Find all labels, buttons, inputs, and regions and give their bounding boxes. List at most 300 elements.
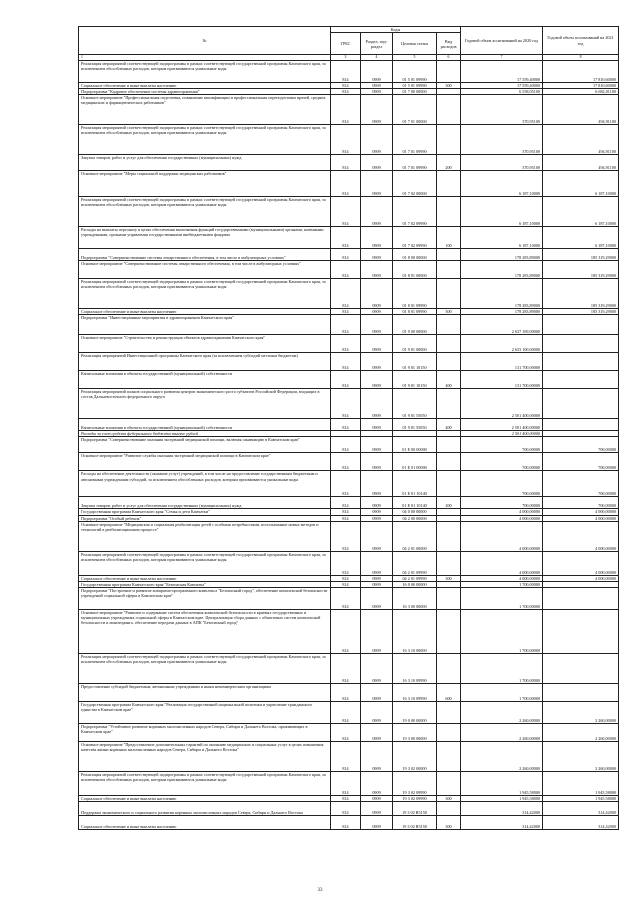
row-vid [437,437,461,453]
table-row [79,61,619,83]
table-row [79,771,619,795]
row-vid: 200 [437,497,461,509]
col-index: 6 [437,55,461,61]
row-target: 01 9 01 10150 [393,353,437,371]
row-amount-2020: 178 283,89000 [461,279,543,309]
table-row [79,795,619,801]
row-vid [437,197,461,227]
row-amount-2020: 131 700,00000 [461,371,543,389]
row-vid [437,61,461,83]
table-row [79,497,619,509]
table-row [79,419,619,431]
row-vid [437,587,461,609]
row-amount-2020: 2 501 400,00000 [461,431,543,437]
row-description: Государственная программа Камчатского края "Безопасная Камчатка" [79,581,331,587]
row-razdel: 0909 [361,497,393,509]
page-number: 33 [317,888,323,893]
row-amount-2020: 131 700,00000 [461,353,543,371]
table-row [79,171,619,197]
table-row [79,315,619,335]
row-vid [437,771,461,795]
row-razdel: 0909 [361,587,393,609]
row-description: Социальное обеспечение и иные выплаты населению [79,795,331,801]
row-description: Социальное обеспечение и иные выплаты населению [79,309,331,315]
row-amount-2021 [543,353,619,371]
row-amount-2021: 4 000,00000 [543,521,619,551]
row-description: Подпрограмма "Кадровое обеспечение системы здравоохранения" [79,89,331,95]
row-amount-2020: 700,00000 [461,471,543,497]
row-target: 01 8 01 09990 [393,309,437,315]
table-row [79,371,619,389]
row-razdel: 0909 [361,315,393,335]
table-row [79,249,619,261]
row-description: Капитальные вложения в объекты государственной (муниципальной) собственности [79,371,331,389]
row-description: Подпрограмма "Особый ребенок" [79,515,331,521]
row-amount-2021: 1 945,58000 [543,771,619,795]
row-amount-2021: 6 682,01100 [543,89,619,95]
row-razdel: 0909 [361,371,393,389]
table-row [79,609,619,653]
row-grbs: 814 [331,741,361,771]
row-target: 16 3 10 00000 [393,609,437,653]
row-vid [437,471,461,497]
table-row [79,587,619,609]
row-amount-2020: 1 700,00000 [461,653,543,683]
row-description: Реализация мероприятий Инвестиционной программы Камчатского края (за исключением субсидий местным бюджетам) [79,353,331,371]
row-description: Реализация мероприятий планов социального развития центров экономического роста субъектов Российской Федерации, входящих в состав Дальневосточного федерального округа [79,389,331,419]
table-row [79,89,619,95]
row-grbs: 814 [331,261,361,279]
row-amount-2021: 185 319,29000 [543,249,619,261]
row-description: Основное мероприятие "Меры социальной поддержки медицинских работников" [79,171,331,197]
col-index: 5 [393,55,437,61]
row-razdel: 0909 [361,249,393,261]
row-target: 04 2 01 00000 [393,521,437,551]
row-target: 01 8 00 00000 [393,249,437,261]
row-razdel: 0909 [361,575,393,581]
col-index: 7 [461,55,543,61]
row-amount-2021 [543,315,619,335]
row-vid [437,261,461,279]
row-razdel: 0909 [361,261,393,279]
row-amount-2021: 700,00000 [543,437,619,453]
row-grbs: 814 [331,509,361,515]
row-description: Реализация мероприятий соответствующей подпрограммы в рамках соответствующей государственной программы Камчатского края, за исключением обособленных расходов, которым присваиваются уникальные коды [79,197,331,227]
row-amount-2020: 4 000,00000 [461,515,543,521]
row-vid: 300 [437,815,461,829]
row-razdel: 0909 [361,815,393,829]
row-description: Поддержка экономического и социального развития коренных малочисленных народов Севера, Сибири и Дальнего Востока [79,801,331,815]
row-amount-2020: 6 187,10000 [461,197,543,227]
row-vid [437,335,461,353]
row-grbs: 814 [331,723,361,741]
row-razdel: 0909 [361,801,393,815]
row-description: Закупка товаров, работ и услуг для обеспечения государственных (муниципальных) нужд [79,497,331,509]
row-amount-2020: 1 945,58000 [461,771,543,795]
row-vid [437,171,461,197]
row-amount-2021: 17 810,60000 [543,83,619,89]
row-amount-2020: 4 000,00000 [461,521,543,551]
row-vid: 600 [437,683,461,701]
row-description: Подпрограмма "Совершенствование системы лекарственного обеспечения, в том числе в амбулаторных условиях" [79,249,331,261]
row-target: 16 3 00 00000 [393,587,437,609]
header-2020: Годовой объем ассигнований на 2020 год [461,27,543,55]
row-grbs: 814 [331,521,361,551]
table-row [79,155,619,171]
row-amount-2021 [543,389,619,419]
row-amount-2021 [543,419,619,431]
row-razdel: 0909 [361,453,393,471]
row-razdel: 0909 [361,509,393,515]
row-target: 19 3 02 00000 [393,741,437,771]
row-grbs: 814 [331,551,361,575]
row-razdel: 0909 [361,551,393,575]
row-amount-2021: 700,00000 [543,471,619,497]
row-target: 19 3 02 R5150 [393,815,437,829]
row-amount-2020: 2 501 400,00000 [461,389,543,419]
table-row [79,335,619,353]
row-amount-2021 [543,683,619,701]
row-amount-2020: 2 637 169,00000 [461,315,543,335]
row-razdel: 0909 [361,471,393,497]
table-row [79,723,619,741]
row-description: Основное мероприятие "Предоставление дополнительных гарантий по оказанию медицинских и социальных услуг в целях повышения качества жизни коренных малочисленных народов Севера, Сибири и Дальнего Востока" [79,741,331,771]
table-body [79,61,619,830]
row-amount-2021 [543,587,619,609]
row-target: 01 7 02 09990 [393,227,437,249]
row-vid: 300 [437,575,461,581]
row-grbs: 814 [331,453,361,471]
row-amount-2021 [543,335,619,353]
row-amount-2021: 185 319,29000 [543,261,619,279]
header-vid: Вид расходов [437,33,461,55]
col-index: 4 [361,55,393,61]
row-grbs: 814 [331,471,361,497]
row-description: Социальное обеспечение и иные выплаты населению [79,83,331,89]
row-amount-2021 [543,371,619,389]
row-description: Социальное обеспечение и иные выплаты населению [79,815,331,829]
row-target: 16 0 00 00000 [393,581,437,587]
row-grbs: 814 [331,171,361,197]
row-description: Реализация мероприятий соответствующей подпрограммы в рамках соответствующей государственной программы Камчатского края, за исключением обособленных расходов, которым присваиваются уникальные коды [79,653,331,683]
row-amount-2020: 4 000,00000 [461,551,543,575]
row-amount-2020: 2 260,00000 [461,741,543,771]
row-razdel: 0909 [361,701,393,723]
col-index: 1 [79,55,331,61]
table-row [79,279,619,309]
row-description: Основное мероприятие "Профессиональная подготовка, повышение квалификации и профессиональная переподготовка врачей, средних медицинских и фармацевтических работников" [79,95,331,125]
row-description: Реализация мероприятий соответствующей подпрограммы в рамках соответствующей государственной программы Камчатского края, за исключением обособленных расходов, которым присваиваются уникальные коды [79,551,331,575]
row-vid: 300 [437,83,461,89]
row-amount-2020: 700,00000 [461,497,543,509]
row-razdel: 0909 [361,609,393,653]
header-target: Целевая статья [393,33,437,55]
row-amount-2020: 370,95100 [461,95,543,125]
row-vid [437,315,461,335]
row-vid [437,801,461,815]
row-amount-2020: 178 283,89000 [461,309,543,315]
row-target: 16 3 10 09990 [393,683,437,701]
row-target: 01 8 01 00000 [393,261,437,279]
row-target: 01 9 01 10150 [393,371,437,389]
row-target: 01 9 00 00000 [393,315,437,335]
row-grbs: 814 [331,683,361,701]
table-row [79,701,619,723]
row-target: 04 2 00 00000 [393,515,437,521]
row-grbs: 814 [331,801,361,815]
row-amount-2021: 4 000,00000 [543,575,619,581]
row-vid [437,95,461,125]
row-amount-2020: 17 559,40000 [461,83,543,89]
row-description: Реализация мероприятий соответствующей подпрограммы в рамках соответствующей государственной программы Камчатского края, за исключением обособленных расходов, которым присваиваются уникальные коды [79,771,331,795]
row-grbs: 814 [331,497,361,509]
row-grbs: 814 [331,701,361,723]
row-razdel: 0909 [361,419,393,431]
row-amount-2020: 17 559,40000 [461,61,543,83]
row-grbs: 814 [331,771,361,795]
row-target: 19 0 00 00000 [393,701,437,723]
row-target: 19 3 00 00000 [393,723,437,741]
row-grbs: 814 [331,587,361,609]
row-grbs: 814 [331,249,361,261]
row-razdel: 0909 [361,795,393,801]
row-grbs: 814 [331,335,361,353]
table-row [79,453,619,471]
table-row [79,509,619,515]
row-amount-2020: 314,42000 [461,801,543,815]
row-amount-2021: 2 260,00000 [543,741,619,771]
row-amount-2021: 700,00000 [543,453,619,471]
table-row [79,227,619,249]
table-row [79,551,619,575]
row-amount-2021: 185 319,29000 [543,309,619,315]
row-target: 01 E 01 10140 [393,497,437,509]
row-amount-2020: 1 700,00000 [461,683,543,701]
row-target: 01 7 02 09990 [393,197,437,227]
row-amount-2020: 1 700,00000 [461,587,543,609]
row-amount-2020: 6 187,10000 [461,171,543,197]
row-razdel: 0909 [361,197,393,227]
row-description: Основное мероприятие "Развитие и содержание систем обеспечения комплексной безопасности в краевых государственных и муниципальных учреждениях социальной сферы в Камчатском крае. Централизация сбора данных с объектовых систем комплексной безопасности и мониторинга, обеспечение передачи данных в АПК "Безопасный город" [79,609,331,653]
row-amount-2020: 314,42000 [461,815,543,829]
header-2021: Годовой объем ассигнований на 2021 год [543,27,619,55]
row-grbs: 814 [331,609,361,653]
row-razdel: 0909 [361,515,393,521]
row-vid [437,249,461,261]
table-row [79,683,619,701]
row-grbs: 814 [331,371,361,389]
row-amount-2020: 2 260,00000 [461,723,543,741]
row-amount-2021: 494,91100 [543,155,619,171]
row-razdel: 0909 [361,155,393,171]
row-description: Капитальные вложения в объекты государственной (муниципальной) собственности [79,419,331,431]
row-grbs: 814 [331,653,361,683]
row-description: Государственная программа Камчатского края "Семья и дети Камчатки" [79,509,331,515]
header-number: № [79,27,331,55]
row-amount-2021: 6 187,10000 [543,227,619,249]
row-target: 04 2 01 09990 [393,575,437,581]
row-description: Подпрограмма "Совершенствование оказания экстренной медицинской помощи, включая санавиацию в Камчатском крае" [79,437,331,453]
row-razdel: 0909 [361,279,393,309]
row-vid [437,389,461,419]
table-row [79,471,619,497]
row-vid: 300 [437,309,461,315]
row-amount-2020: 2 501 400,00000 [461,419,543,431]
row-description: Подпрограмма "Построение и развитие аппаратно-программного комплекса "Безопасный город", обеспечение комплексной безопасности учреждений социальной сферы в Камчатском крае" [79,587,331,609]
row-target: 01 7 02 00000 [393,171,437,197]
row-target: 16 3 10 09990 [393,653,437,683]
row-amount-2021: 185 319,29000 [543,279,619,309]
row-target: 01 8 01 09990 [393,279,437,309]
row-razdel: 0909 [361,771,393,795]
header-grbs: ГРБС [331,33,361,55]
row-amount-2020: 370,95100 [461,125,543,155]
table-row [79,197,619,227]
row-description: Расходы на выплаты персоналу в целях обеспечения выполнения функций государственными (муниципальными) органами, казенными учреждениями, органами управления государственными внебюджетными фондами [79,227,331,249]
row-amount-2021: 17 810,60000 [543,61,619,83]
row-vid [437,701,461,723]
row-target: 04 0 00 00000 [393,509,437,515]
row-amount-2021: 1 945,58000 [543,795,619,801]
row-description: Расходы на обеспечение деятельности (оказание услуг) учреждений, в том числе на предоставление государственным бюджетным и автономным учреждениям субсидий, за исключением обособленных расходов, которым присваиваются уникальные коды [79,471,331,497]
row-grbs: 814 [331,815,361,829]
row-description: Подпрограмма "Инвестиционные мероприятия в здравоохранении Камчатского края" [79,315,331,335]
row-description: Реализация мероприятий соответствующей подпрограммы в рамках соответствующей государственной программы Камчатского края, за исключением обособленных расходов, которым присваиваются уникальные коды [79,279,331,309]
row-description: Основное мероприятие "Строительство и реконструкция объектов здравоохранения Камчатского края" [79,335,331,353]
row-razdel: 0909 [361,581,393,587]
row-vid [437,125,461,155]
row-amount-2021: 6 187,10000 [543,171,619,197]
row-description: Реализация мероприятий соответствующей подпрограммы в рамках соответствующей государственной программы Камчатского края, за исключением обособленных расходов, которым присваиваются уникальные коды [79,125,331,155]
col-index: 3 [331,55,361,61]
row-amount-2021: 2 260,00000 [543,701,619,723]
row-razdel: 0909 [361,61,393,83]
row-razdel: 0909 [361,171,393,197]
row-grbs: 814 [331,89,361,95]
table-row [79,309,619,315]
row-razdel: 0909 [361,95,393,125]
row-vid: 200 [437,155,461,171]
row-grbs: 814 [331,515,361,521]
budget-table [78,26,619,830]
row-razdel: 0909 [361,89,393,95]
row-target: 19 3 02 09990 [393,771,437,795]
row-grbs: 814 [331,795,361,801]
row-grbs: 814 [331,197,361,227]
row-amount-2021: 2 260,00000 [543,723,619,741]
row-description: Основное мероприятие "Медицинская и социальная реабилитация детей с особыми потребностями, использование новых методов и технологий в реабилитационном процессе" [79,521,331,551]
row-razdel: 0909 [361,83,393,89]
row-grbs: 814 [331,83,361,89]
row-target: 01 E 00 00000 [393,437,437,453]
row-grbs: 814 [331,279,361,309]
row-amount-2021 [543,609,619,653]
row-vid: 100 [437,227,461,249]
row-target: 01 7 01 09990 [393,155,437,171]
row-vid [437,353,461,371]
row-vid: 400 [437,419,461,431]
row-amount-2020: 4 000,00000 [461,509,543,515]
row-target: 01 9 01 55050 [393,389,437,419]
row-amount-2020: 2 260,00000 [461,701,543,723]
row-amount-2020: 1 945,58000 [461,795,543,801]
row-target: 01 5 01 09990 [393,61,437,83]
row-vid: 300 [437,795,461,801]
row-vid [437,551,461,575]
row-target: 01 7 00 00000 [393,89,437,95]
row-description: Основное мероприятие "Развитие службы оказания экстренной медицинской помощи в Камчатском крае" [79,453,331,471]
row-razdel: 0909 [361,353,393,371]
row-amount-2020: 178 283,89000 [461,249,543,261]
row-grbs: 814 [331,125,361,155]
col-index: 8 [543,55,619,61]
row-description: Подпрограмма "Устойчивое развитие коренных малочисленных народов Севера, Сибири и Дальнего Востока, проживающих в Камчатском крае" [79,723,331,741]
row-description: Расходы за счет средств федерального бюджета тысяче рублей [79,431,331,437]
row-amount-2020: 700,00000 [461,437,543,453]
row-razdel: 0909 [361,653,393,683]
row-target: 19 3 02 09990 [393,795,437,801]
row-grbs: 814 [331,389,361,419]
row-amount-2021: 700,00000 [543,497,619,509]
row-amount-2021 [543,653,619,683]
row-razdel: 0909 [361,683,393,701]
row-target: 01 7 01 09990 [393,125,437,155]
row-vid [437,653,461,683]
row-razdel: 0909 [361,741,393,771]
row-description: Предоставление субсидий бюджетным, автономным учреждениям и иным некоммерческим организациям [79,683,331,701]
row-amount-2021: 4 000,00000 [543,515,619,521]
row-vid [437,521,461,551]
row-razdel: 0909 [361,389,393,419]
row-amount-2020: 700,00000 [461,453,543,471]
header-codes: Коды [331,27,461,33]
row-target: 01 9 01 00000 [393,335,437,353]
row-amount-2020: 370,95100 [461,155,543,171]
row-razdel: 0909 [361,227,393,249]
row-vid [437,741,461,771]
row-description: Реализация мероприятий соответствующей подпрограммы в рамках соответствующей государственной программы Камчатского края, за исключением обособленных расходов, которым присваиваются уникальные коды [79,61,331,83]
row-grbs: 814 [331,227,361,249]
table-row [79,653,619,683]
row-amount-2021: 494,91100 [543,95,619,125]
row-amount-2021: 494,91100 [543,125,619,155]
row-razdel: 0909 [361,437,393,453]
row-grbs: 814 [331,419,361,431]
row-target: 01 5 01 09990 [393,83,437,89]
table-row [79,741,619,771]
table-row [79,353,619,371]
row-target: 01 7 01 00000 [393,95,437,125]
table-row [79,83,619,89]
row-amount-2021: 314,42000 [543,801,619,815]
row-amount-2021: 6 187,10000 [543,197,619,227]
row-amount-2020: 4 000,00000 [461,575,543,581]
row-amount-2021: 4 000,00000 [543,551,619,575]
table-row [79,815,619,829]
table-row [79,575,619,581]
table-row [79,521,619,551]
row-description: Основное мероприятие "Совершенствование системы лекарственного обеспечения, в том числе в амбулаторных условиях" [79,261,331,279]
row-target: 01 E 01 00000 [393,453,437,471]
row-amount-2021: 4 000,00000 [543,509,619,515]
row-description: Закупка товаров, работ и услуг для обеспечения государственных (муниципальных) нужд [79,155,331,171]
row-grbs: 814 [331,315,361,335]
row-vid [437,279,461,309]
row-description: Государственная программа Камчатского края "Реализация государственной национальной политики и укрепление гражданского единства в Камчатском крае" [79,701,331,723]
row-target: 19 3 02 R5150 [393,801,437,815]
table-row [79,95,619,125]
header-razdel: Раздел, под-раздел [361,33,393,55]
